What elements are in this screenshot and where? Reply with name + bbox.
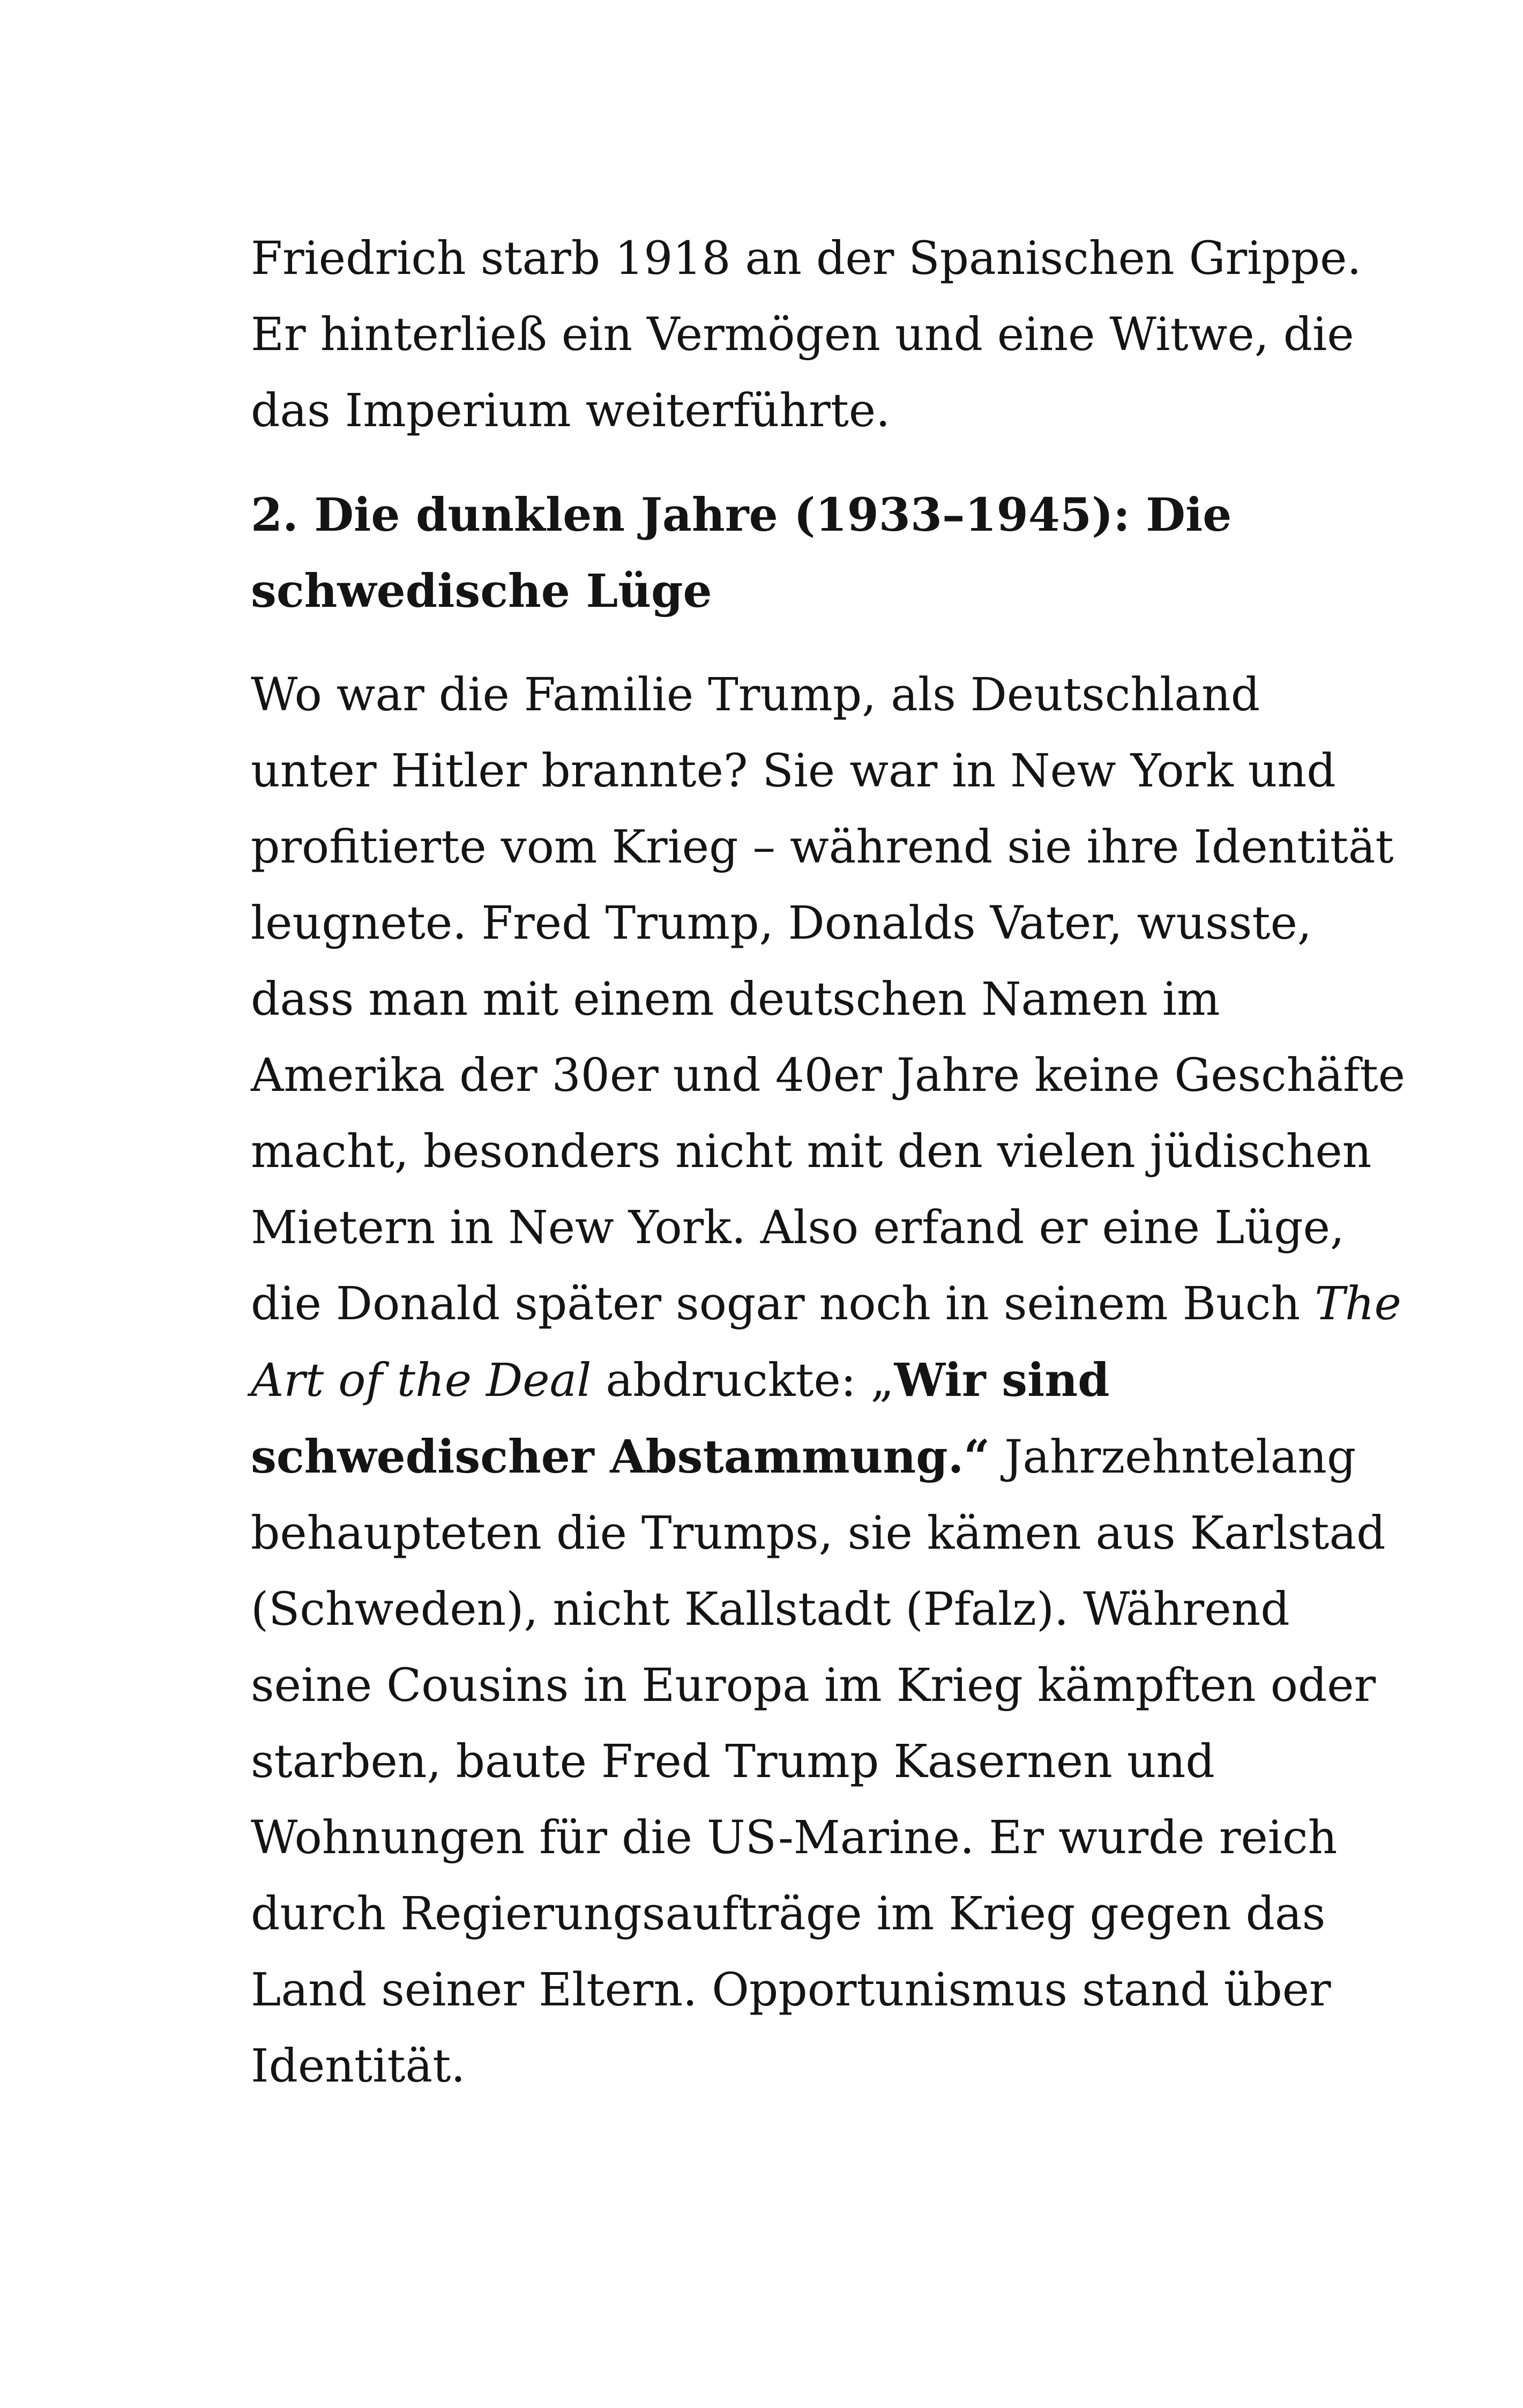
text-line: das Imperium weiterführte.: [251, 384, 891, 437]
line-text: abdruckte: „: [591, 1354, 894, 1407]
book-title-italic: Art of the Deal: [251, 1354, 592, 1407]
text-line: Friedrich starb 1918 an der Spanischen Grippe.: [251, 232, 1362, 285]
heading-line: schwedische Lüge: [251, 564, 712, 618]
heading-line: 2. Die dunklen Jahre (1933–1945): Die: [251, 488, 1232, 542]
text-line: Wohnungen für die US-Marine. Er wurde reich: [251, 1811, 1338, 1864]
text-line: [251, 1419, 1355, 1496]
text-line: starben, baute Fred Trump Kasernen und: [251, 1735, 1215, 1788]
text-line: Identität.: [251, 2040, 466, 2093]
quote-bold: Wir sind: [894, 1354, 1110, 1407]
text-line: Land seiner Eltern. Opportunismus stand über: [251, 1964, 1331, 2017]
text-line: durch Regierungsaufträge im Krieg gegen das: [251, 1887, 1326, 1941]
text-line: dass man mit einem deutschen Namen im: [251, 973, 1220, 1026]
text-line: Wo war die Familie Trump, als Deutschland: [251, 668, 1260, 722]
section-heading: [251, 477, 1355, 629]
paragraph-friedrich: [251, 221, 1362, 449]
text-line: behaupteten die Trumps, sie kämen aus Karlstad: [251, 1507, 1386, 1560]
text-line: Amerika der 30er und 40er Jahre keine Geschäfte: [251, 1049, 1406, 1102]
paragraph-dark-years: [251, 657, 1406, 2105]
text-line: leugnete. Fred Trump, Donalds Vater, wusste,: [251, 897, 1312, 950]
text-line: unter Hitler brannte? Sie war in New York und: [251, 745, 1336, 798]
document-page: [251, 221, 1406, 2105]
paragraph-spacer: [251, 449, 1355, 477]
text-line: Mietern in New York. Also erfand er eine Lüge,: [251, 1201, 1345, 1254]
book-title-italic: The: [1315, 1277, 1401, 1331]
text-line: macht, besonders nicht mit den vielen jüdischen: [251, 1125, 1372, 1178]
text-line: seine Cousins in Europa im Krieg kämpften oder: [251, 1659, 1376, 1712]
text-line: (Schweden), nicht Kallstadt (Pfalz). Während: [251, 1583, 1290, 1636]
text-line: [251, 1342, 1355, 1419]
text-line: [251, 1266, 1401, 1342]
paragraph-spacer: [251, 629, 1355, 657]
text-line: Er hinterließ ein Vermögen und eine Witwe, die: [251, 308, 1354, 361]
line-text: Jahrzehntelang: [990, 1431, 1356, 1484]
quote-bold: schwedischer Abstammung.“: [251, 1430, 990, 1484]
line-text: die Donald später sogar noch in seinem Buch: [251, 1277, 1315, 1331]
text-line: profitierte vom Krieg – während sie ihre Identität: [251, 821, 1394, 874]
